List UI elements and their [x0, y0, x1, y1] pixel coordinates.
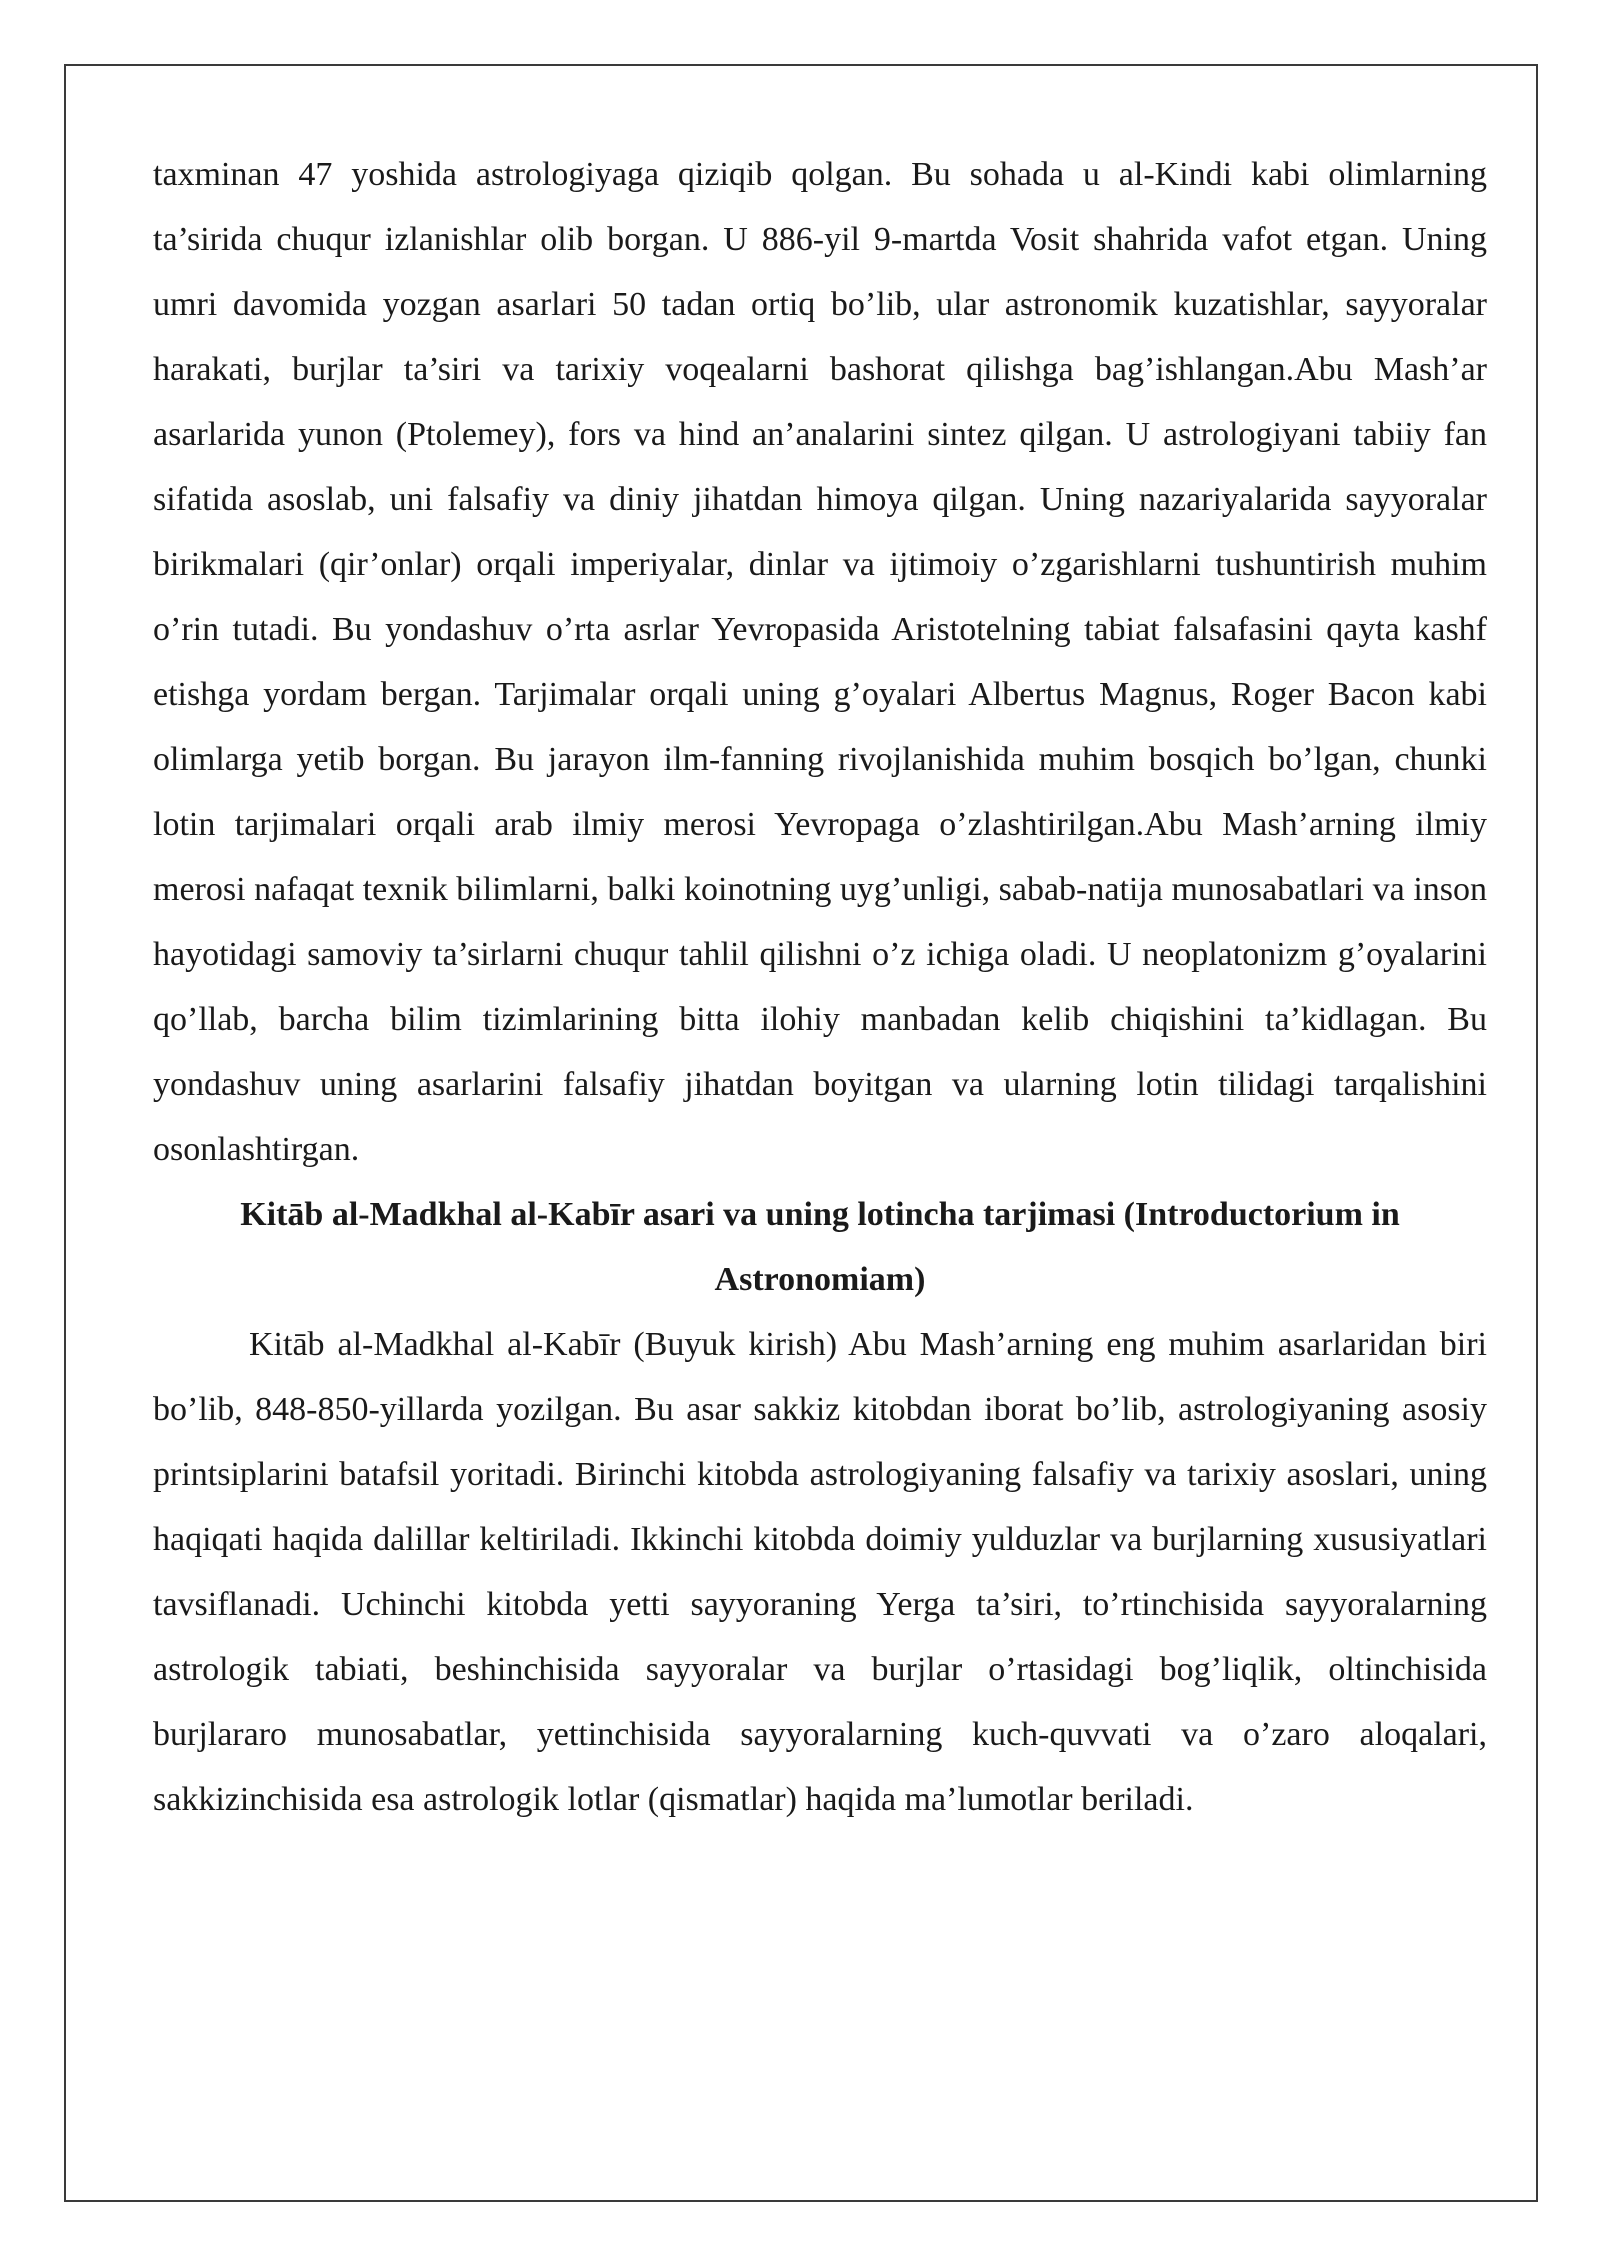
paragraph: taxminan 47 yoshida astrologiyaga qiziqib qolgan. Bu sohada u al-Kindi kabi olimlarning ta’sirida chuqur izlanishlar olib borgan. U 886-yil 9-martda Vosit shahrida vafot etgan. Uning umri davomida yozgan asarlari 50 tadan ortiq bo’lib, ular astronomik kuzatishlar, sayyoralar harakati, burjlar ta’siri va tarixiy voqealarni bashorat qilishga bag’ishlangan.Abu Mash’ar asarlarida yunon (Ptolemey), fors va hind an’analarini sintez qilgan. U astrologiyani tabiiy fan sifatida asoslab, uni falsafiy va diniy jihatdan himoya qilgan. Uning nazariyalarida sayyoralar birikmalari (qir’onlar) orqali imperiyalar, dinlar va ijtimoiy o’zgarishlarni tushuntirish muhim o’rin tutadi. Bu yondashuv o’rta asrlar Yevropasida Aristotelning tabiat falsafasini qayta kashf etishga yordam bergan. Tarjimalar orqali uning g’oyalari Albertus Magnus, Roger Bacon kabi olimlarga yetib borgan. Bu jarayon ilm-fanning rivojlanishida muhim bosqich bo’lgan, chunki lotin tarjimalari orqali arab ilmiy merosi Yevropaga o’zlashtirilgan.Abu Mash’arning ilmiy merosi nafaqat texnik bilimlarni, balki koinotning uyg’unligi, sabab-natija munosabatlari va inson hayotidagi samoviy ta’sirlarni chuqur tahlil qilishni o’z ichiga oladi. U neoplatonizm g’oyalarini qo’llab, barcha bilim tizimlarining bitta ilohiy manbadan kelib chiqishini ta’kidlagan. Bu yondashuv uning asarlarini falsafiy jihatdan boyitgan va ularning lotin tilidagi tarqalishini osonlashtirgan.	[153, 156, 1487, 1168]
section-heading: Kitāb al-Madkhal al-Kabīr asari va uning lotincha tarjimasi (Introductorium in Astronomiam)	[240, 1196, 1400, 1298]
paragraph: Kitāb al-Madkhal al-Kabīr (Buyuk kirish) Abu Mash’arning eng muhim asarlaridan biri bo’lib, 848-850-yillarda yozilgan. Bu asar sakkiz kitobdan iborat bo’lib, astrologiyaning asosiy printsiplarini batafsil yoritadi. Birinchi kitobda astrologiyaning falsafiy va tarixiy asoslari, uning haqiqati haqida dalillar keltiriladi. Ikkinchi kitobda doimiy yulduzlar va burjlarning xususiyatlari tavsiflanadi. Uchinchi kitobda yetti sayyoraning Yerga ta’siri, to’rtinchisida sayyoralarning astrologik tabiati, beshinchisida sayyoralar va burjlar o’rtasidagi bog’liqlik, oltinchisida burjlararo munosabatlar, yettinchisida sayyoralarning kuch-quvvati va o’zaro aloqalari, sakkizinchisida esa astrologik lotlar (qismatlar) haqida ma’lumotlar beriladi.	[153, 1326, 1487, 1818]
document-body	[153, 142, 1487, 1832]
